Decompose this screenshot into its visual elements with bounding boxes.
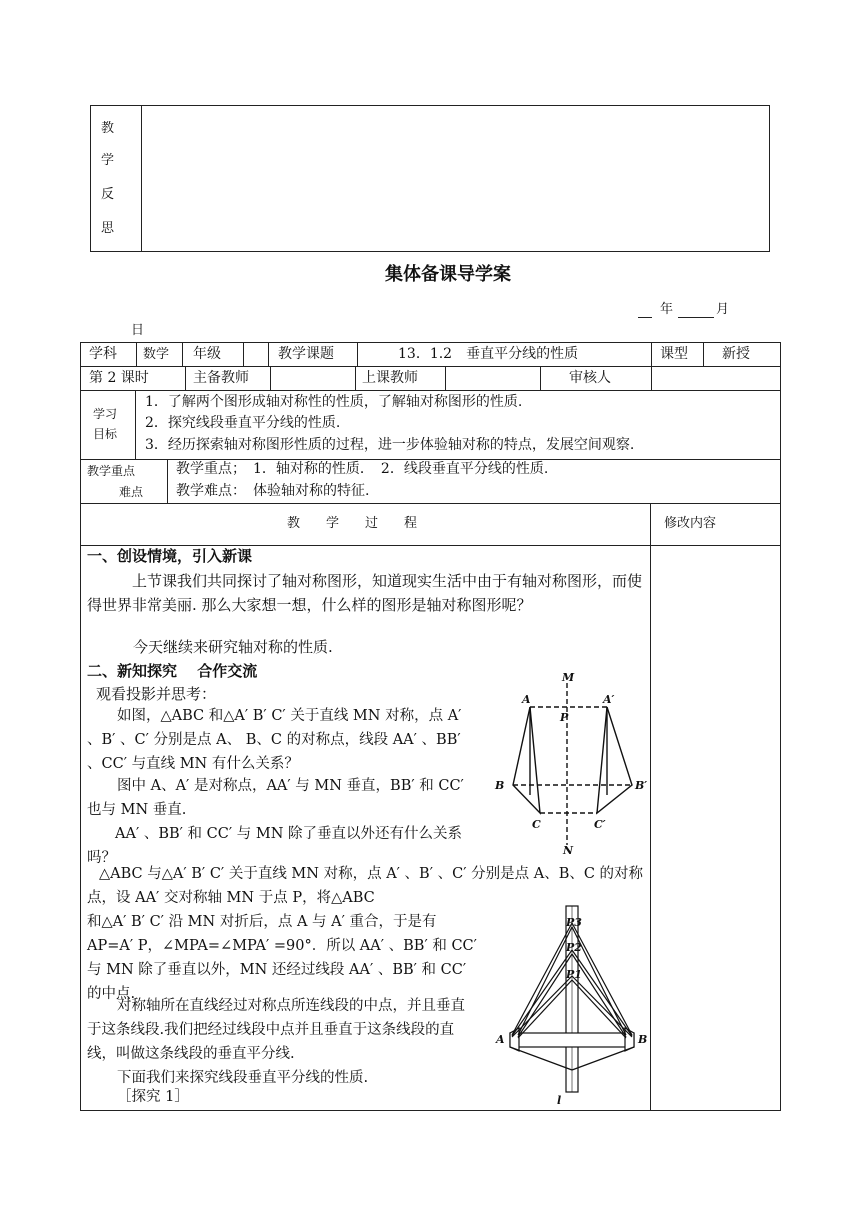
col-divider xyxy=(167,459,168,503)
reflection-divider xyxy=(141,105,142,252)
page-title: 集体备课导学案 xyxy=(385,264,511,285)
triangle-abc xyxy=(513,707,540,813)
date-day: 日 xyxy=(131,323,145,338)
col-divider xyxy=(445,366,446,390)
text-p4b: 和△A′ B′ C′ 沿 MN 对折后，点 A 与 A′ 重合，于是有 AP=A′ P，∠MPA=∠MPA′ =90°．所以 AA′ 、BB′ 和 CC′ 与 MN 除了垂直以外，MN 还经过线段 AA′ 、BB′ 和 CC′ 的中点. xyxy=(87,914,477,1002)
reflection-char-1: 教 xyxy=(101,121,115,136)
label-a: A xyxy=(522,693,531,706)
explore-label: ［探究 1］ xyxy=(117,1089,189,1105)
goal-item-2: 2．探究线段垂直平分线的性质. xyxy=(145,415,341,431)
row-divider xyxy=(80,390,781,391)
col-divider xyxy=(182,342,183,366)
topic-label: 教学课题 xyxy=(278,346,334,362)
label-p3: P3 xyxy=(566,916,582,929)
figure-symmetry xyxy=(490,665,655,855)
lesson-type-label: 课型 xyxy=(660,346,688,362)
section2-heading: 二、新知探究 合作交流 xyxy=(87,662,258,680)
section1-paragraph-2: 今天继续来研究轴对称的性质. xyxy=(133,638,333,656)
row-divider xyxy=(80,503,781,504)
label-c: C xyxy=(532,818,541,831)
goals-label-1: 学习 xyxy=(93,407,118,421)
label-b: B xyxy=(638,1033,648,1046)
date-year-blank xyxy=(638,317,652,318)
keypoints-label-2: 难点 xyxy=(119,485,144,499)
text-p1: 如图，△ABC 和△A′ B′ C′ 关于直线 MN 对称，点 A′ 、B′ 、C′ 分别是点 A、 B、C 的对称点，线段 AA′ 、BB′ 、CC′ 与直线 MN 有什么关系？ xyxy=(87,708,462,772)
label-p2: P2 xyxy=(566,941,582,954)
reflection-char-4: 思 xyxy=(101,221,115,236)
goals-label-2: 目标 xyxy=(93,427,118,441)
keypoints-label-1: 教学重点 xyxy=(87,464,136,478)
text-p4a: △ABC 与△A′ B′ C′ 关于直线 MN 对称，点 A′ 、B′ 、C′ 分别是点 A、B、C 的对称点，设 AA′ 交对称轴 MN 于点 P，将△ABC xyxy=(87,866,644,906)
reflection-char-2: 学 xyxy=(101,153,115,168)
label-b: B xyxy=(495,779,505,792)
date-year: 年 xyxy=(660,302,674,317)
date-month-blank xyxy=(678,317,714,318)
subject-value: 数学 xyxy=(143,347,170,362)
col-divider xyxy=(136,342,137,366)
label-c-prime: C′ xyxy=(594,818,606,831)
col-divider xyxy=(540,366,541,390)
section1-heading: 一、创设情境，引入新课 xyxy=(87,547,253,565)
label-p1: P1 xyxy=(566,968,582,981)
goal-item-1: 1．了解两个图形成轴对称性的性质，了解轴对称图形的性质. xyxy=(145,394,523,410)
col-divider xyxy=(243,342,244,366)
col-divider xyxy=(268,342,269,366)
row-divider xyxy=(80,545,781,546)
text-p6: 下面我们来探究线段垂直平分线的性质. xyxy=(117,1070,369,1086)
col-divider xyxy=(185,366,186,390)
col-divider xyxy=(651,342,652,366)
label-a-prime: A′ xyxy=(603,693,615,706)
observe-text: 观看投影并思考： xyxy=(96,685,217,703)
lesson-type-value: 新授 xyxy=(722,346,750,362)
modify-header: 修改内容 xyxy=(664,516,717,531)
reflection-char-3: 反 xyxy=(101,187,115,202)
segment-ab-bar xyxy=(510,1033,634,1047)
grade-label: 年级 xyxy=(193,346,221,362)
label-n: N xyxy=(563,844,574,855)
label-l: l xyxy=(557,1094,562,1106)
lesson-number: 第 2 课时 xyxy=(89,370,149,386)
goal-item-3: 3．经历探索轴对称图形性质的过程，进一步体验轴对称的特点，发展空间观察. xyxy=(145,437,635,453)
label-m: M xyxy=(562,671,575,684)
text-p2: 图中 A、A′ 是对称点，AA′ 与 MN 垂直，BB′ 和 CC′ 也与 MN 垂直. xyxy=(87,778,464,818)
teaching-focus: 教学重点； 1．轴对称的性质． 2．线段垂直平分线的性质. xyxy=(176,461,549,477)
process-header: 教 学 过 程 xyxy=(287,516,418,531)
subject-label: 学科 xyxy=(89,346,117,362)
triangle-abc-prime xyxy=(597,707,632,813)
col-divider xyxy=(270,366,271,390)
row-divider xyxy=(80,459,781,460)
prep-teacher-label: 主备教师 xyxy=(193,370,249,386)
section1-paragraph: 上节课我们共同探讨了轴对称图形，知道现实生活中由于有轴对称图形，而使得世界非常美丽. 那么大家想一想，什么样的图形是轴对称图形呢？ xyxy=(87,572,643,614)
reviewer-label: 审核人 xyxy=(569,370,611,386)
teaching-difficulty: 教学难点： 体验轴对称的特征. xyxy=(176,483,370,499)
label-a: A xyxy=(496,1033,505,1046)
label-p: P xyxy=(560,711,569,724)
col-divider xyxy=(651,366,652,390)
topic-value: 13．1.2 垂直平分线的性质 xyxy=(398,346,579,362)
text-p3: AA′ 、BB′ 和 CC′ 与 MN 除了垂直以外还有什么关系吗？ xyxy=(87,826,463,866)
teacher-label: 上课教师 xyxy=(362,370,418,386)
col-divider xyxy=(703,342,704,366)
text-p5: 对称轴所在直线经过对称点所连线段的中点，并且垂直于这条线段.我们把经过线段中点并且垂直于这条线段的直线，叫做这条线段的垂直平分线. xyxy=(87,998,465,1062)
figure-perpendicular-bisector xyxy=(490,898,655,1106)
label-b-prime: B′ xyxy=(635,779,648,792)
reflection-box xyxy=(90,105,770,252)
date-month: 月 xyxy=(716,302,730,317)
col-divider xyxy=(357,342,358,366)
col-divider xyxy=(135,390,136,459)
col-divider xyxy=(355,366,356,390)
